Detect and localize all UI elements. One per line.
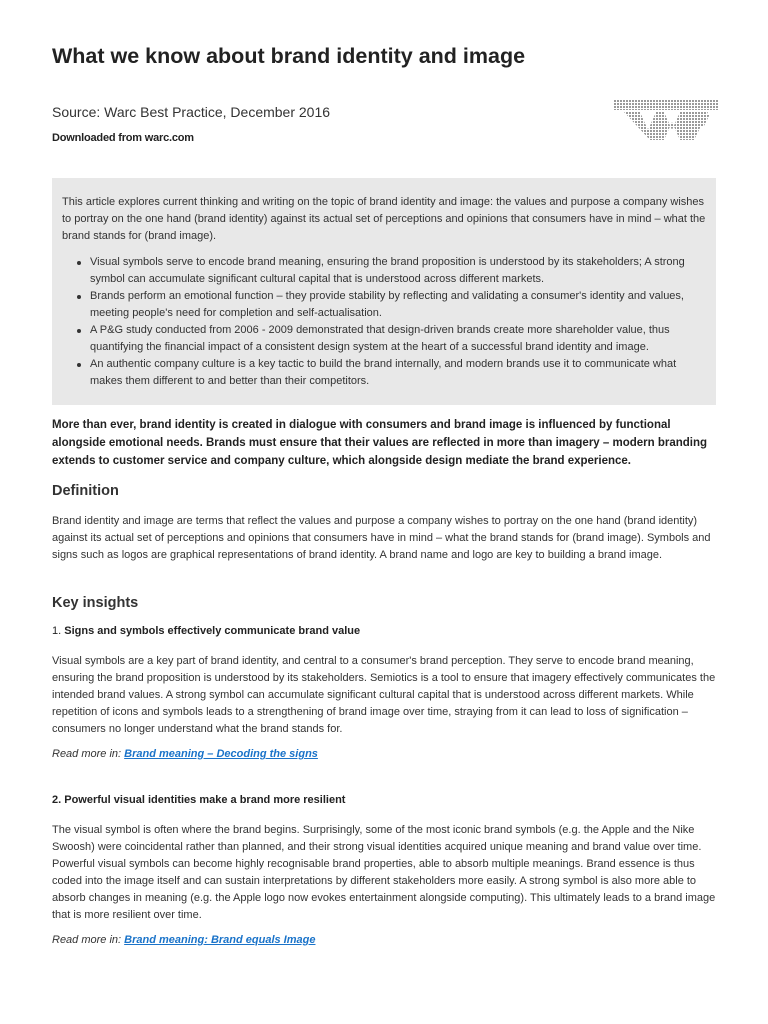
summary-bullet: An authentic company culture is a key tactic to build the brand internally, and modern brands use it to communicate what makes them different to and better than their competitors. [90,356,706,390]
lead-paragraph: More than ever, brand identity is created in dialogue with consumers and brand image is influenced by functional alongside emotional needs. Brands must ensure that their values are reflected in more than imagery – modern branding extends to customer service and company culture, which alongside design mediate the brand experience. [52,419,708,467]
source-line: Source: Warc Best Practice, December 2016 [52,104,331,120]
definition-heading: Definition [52,483,119,499]
insight-number: 2. [52,794,62,806]
insight-title-text: Powerful visual identities make a brand more resilient [64,794,346,806]
readmore-link[interactable]: Brand meaning – Decoding the signs [124,748,318,760]
insight-2-title [52,794,345,806]
definition-text: Brand identity and image are terms that reflect the values and purpose a company wishes to portray on the one hand (brand identity) against its actual set of perceptions and opinions that consumers have in mind – what the brand stands for (brand image). Symbols and signs such as logos are graphical representations of brand identity. A brand name and logo are key to building a brand image. [52,515,711,561]
summary-bullet: Brands perform an emotional function – they provide stability by reflecting and validating a consumer's identity and values, meeting people's need for completion and self-actualisation. [90,288,706,322]
summary-bullet: Visual symbols serve to encode brand meaning, ensuring the brand proposition is understood by its stakeholders; A strong symbol can accumulate significant cultural capital that is understood across different markets. [90,254,706,288]
readmore-label: Read more in: [52,748,122,760]
summary-list [62,254,706,390]
insight-2-text: The visual symbol is often where the brand begins. Surprisingly, some of the most iconic brand symbols (e.g. the Apple and the Nike Swoosh) were coincidental rather than planned, and their strong visual identities acquired unique meaning and brand value over time. Powerful visual symbols can become highly recognisable brand properties, able to absorb multiple meanings. Brand essence is thus coded into the image itself and can sustain interpretations by different stakeholders more easily. A strong symbol is also more able to absorb changes in meaning (e.g. the Apple logo now evokes entertainment alongside computing). This ultimately leads to a brand image that is more resilient over time. [52,824,716,921]
insight-1-title [52,625,360,637]
insight-number: 1. [52,625,62,637]
summary-intro: This article explores current thinking and writing on the topic of brand identity and image: the values and purpose a company wishes to portray on the one hand (brand identity) against its actual set of perceptions and opinions that consumers have in mind – what the brand stands for (brand image). [62,196,706,242]
insight-title-text: Signs and symbols effectively communicate brand value [64,625,361,637]
readmore-label: Read more in: [52,934,122,946]
key-insights-heading: Key insights [52,595,139,611]
warc-logo [614,100,718,140]
page-title: What we know about brand identity and image [52,44,526,68]
summary-bullet: A P&G study conducted from 2006 - 2009 demonstrated that design-driven brands create more shareholder value, thus quantifying the financial impact of a consistent design system at the heart of a successful brand identity and image. [90,322,706,356]
insight-1-readmore [52,748,318,760]
downloaded-line: Downloaded from warc.com [52,132,194,144]
insight-2-readmore [52,934,315,946]
summary-box [52,178,716,405]
readmore-link[interactable]: Brand meaning: Brand equals Image [124,934,316,946]
insight-1-text: Visual symbols are a key part of brand identity, and central to a consumer's brand perception. They serve to encode brand meaning, ensuring the brand proposition is understood by its stakeholders. Semiotics is a tool to ensure that imagery effectively communicates the intended brand values. A strong symbol can accumulate significant cultural capital that is understood across different markets. While repetition of icons and symbols leads to a strengthening of brand image over time, straying from it can lead to loss of signification – consumers no longer understand what the brand stands for. [52,655,716,735]
